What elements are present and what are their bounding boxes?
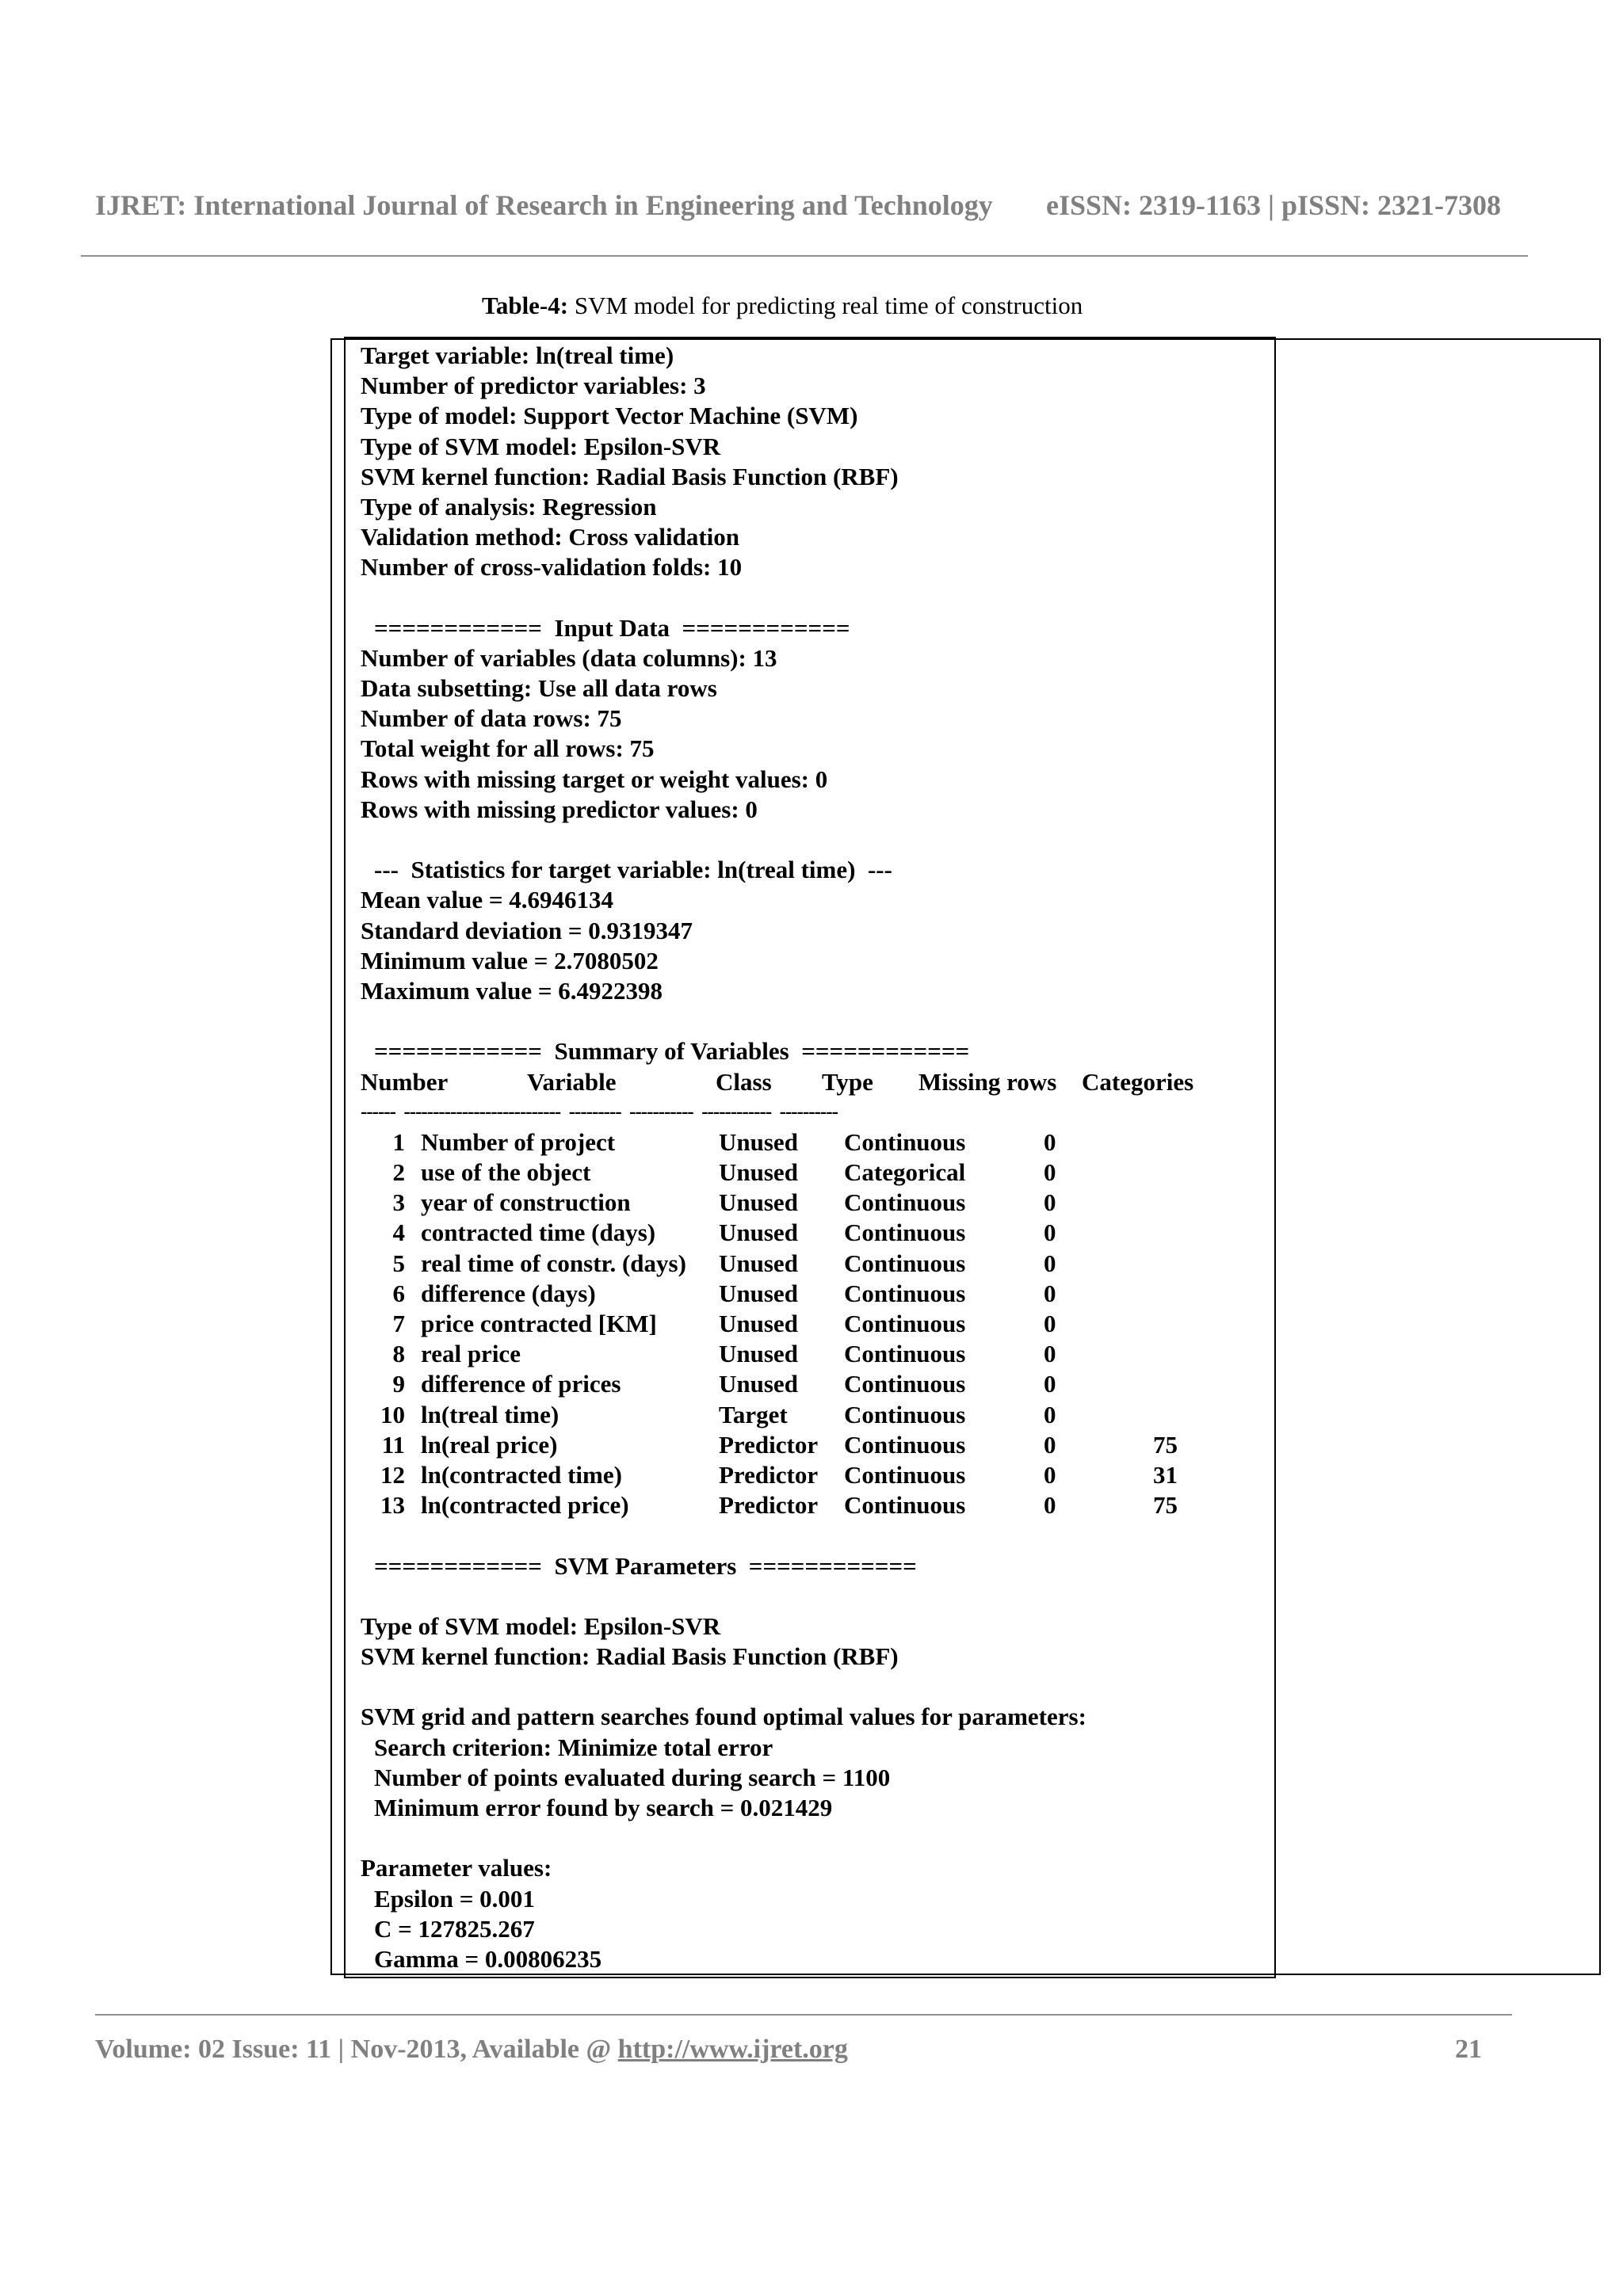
model-validation: Validation method: Cross validation [361, 523, 740, 551]
cell-missing: 0 [1044, 1127, 1056, 1156]
cell-missing: 0 [1044, 1460, 1056, 1489]
cell-missing: 0 [1044, 1370, 1056, 1398]
table-row [361, 1249, 1086, 1279]
cell-type: Continuous [844, 1249, 966, 1277]
cell-class: Unused [719, 1340, 798, 1368]
cell-class: Target [719, 1400, 788, 1428]
cell-variable: price contracted [KM] [421, 1310, 657, 1337]
cell-class: Unused [719, 1127, 798, 1156]
cell-categories: 75 [1153, 1430, 1178, 1459]
param-gamma: Gamma = 0.00806235 [374, 1944, 602, 1973]
cell-missing: 0 [1044, 1430, 1056, 1459]
cell-missing: 0 [1044, 1400, 1056, 1428]
cell-missing: 0 [1044, 1340, 1056, 1368]
cell-class: Predictor [719, 1430, 819, 1459]
model-target: Target variable: ln(treal time) [361, 341, 674, 369]
table-row [361, 1127, 1086, 1158]
page-footer [95, 2035, 1482, 2065]
cell-class: Unused [719, 1279, 798, 1307]
svm-params-type: Type of SVM model: Epsilon-SVR [361, 1611, 721, 1640]
stat-mean: Mean value = 4.6946134 [361, 886, 614, 914]
svm-min-error: Minimum error found by search = 0.021429 [374, 1794, 833, 1821]
table-row [361, 1430, 1178, 1460]
cell-variable: year of construction [421, 1188, 631, 1217]
model-type: Type of model: Support Vector Machine (SVM) [361, 402, 858, 430]
cell-class: Unused [719, 1249, 798, 1277]
model-analysis: Type of analysis: Regression [361, 492, 657, 521]
input-missing-target: Rows with missing target or weight values: 0 [361, 765, 828, 793]
cell-n: 11 [381, 1430, 405, 1459]
cell-type: Continuous [844, 1219, 966, 1247]
table-row [361, 1279, 1086, 1309]
cell-type: Continuous [844, 1460, 966, 1489]
svm-params-kernel: SVM kernel function: Radial Basis Function (RBF) [361, 1642, 899, 1671]
input-subsetting: Data subsetting: Use all data rows [361, 674, 717, 703]
cell-type: Continuous [844, 1491, 966, 1520]
cell-variable: contracted time (days) [421, 1219, 656, 1247]
footer-rule [95, 2014, 1512, 2016]
cell-n: 4 [392, 1219, 405, 1247]
cell-type: Continuous [844, 1188, 966, 1217]
parameter-values-heading: Parameter values: [361, 1854, 552, 1882]
cell-type: Continuous [844, 1279, 966, 1307]
summary-column-headers [361, 1067, 1194, 1097]
cell-class: Unused [719, 1188, 798, 1217]
cell-variable: ln(real price) [421, 1430, 558, 1459]
param-c: C = 127825.267 [374, 1914, 535, 1943]
cell-n: 5 [392, 1249, 405, 1277]
col-missing-rows: Missing rows [918, 1067, 1057, 1096]
table-row [361, 1339, 1086, 1369]
cell-type: Categorical [844, 1158, 966, 1187]
model-predictors: Number of predictor variables: 3 [361, 372, 706, 400]
model-svm-type: Type of SVM model: Epsilon-SVR [361, 432, 721, 460]
input-rows: Number of data rows: 75 [361, 704, 622, 733]
cell-variable: real price [421, 1340, 521, 1368]
journal-title: IJRET: International Journal of Research in Engineering and Technology [95, 189, 993, 221]
cell-categories: 75 [1153, 1491, 1178, 1520]
cell-missing: 0 [1044, 1249, 1056, 1277]
cell-type: Continuous [844, 1340, 966, 1368]
cell-n: 12 [380, 1460, 405, 1489]
caption-text: SVM model for predicting real time of construction [568, 292, 1083, 319]
summary-table-body [361, 1127, 1178, 1520]
col-number: Number [361, 1067, 449, 1096]
table-row [361, 1460, 1178, 1490]
cell-type: Continuous [844, 1127, 966, 1156]
cell-variable: Number of project [421, 1127, 616, 1156]
cell-type: Continuous [844, 1370, 966, 1398]
cell-type: Continuous [844, 1400, 966, 1428]
model-kernel: SVM kernel function: Radial Basis Function (RBF) [361, 462, 899, 490]
header-rule [81, 255, 1528, 257]
col-variable: Variable [527, 1067, 617, 1096]
summary-heading: ============ Summary of Variables ============ [374, 1037, 970, 1066]
cell-missing: 0 [1044, 1279, 1056, 1307]
cell-n: 3 [392, 1188, 405, 1217]
cell-variable: difference of prices [421, 1370, 621, 1398]
cell-n: 13 [380, 1491, 405, 1520]
cell-n: 2 [392, 1158, 405, 1187]
table-row [361, 1218, 1086, 1248]
summary-dashes: ------ --------------------------- --------- ----------- ------------ ---------- [361, 1100, 838, 1123]
cell-missing: 0 [1044, 1491, 1056, 1520]
col-type: Type [822, 1067, 873, 1096]
cell-variable: ln(treal time) [421, 1400, 559, 1428]
svm-search-criterion: Search criterion: Minimize total error [374, 1733, 773, 1761]
cell-class: Predictor [719, 1460, 819, 1489]
input-missing-predictor: Rows with missing predictor values: 0 [361, 795, 758, 823]
cell-variable: real time of constr. (days) [421, 1249, 686, 1277]
cell-n: 8 [392, 1340, 405, 1368]
col-categories: Categories [1082, 1067, 1194, 1096]
cell-missing: 0 [1044, 1219, 1056, 1247]
input-variables: Number of variables (data columns): 13 [361, 643, 777, 672]
cell-n: 9 [392, 1370, 405, 1398]
cell-variable: difference (days) [421, 1279, 596, 1307]
table-caption [482, 292, 1083, 320]
cell-n: 7 [392, 1310, 405, 1337]
issn-line: eISSN: 2319-1163 | pISSN: 2321-7308 [1046, 189, 1501, 221]
cell-variable: ln(contracted time) [421, 1460, 622, 1489]
svm-report [361, 341, 1194, 1974]
input-weight: Total weight for all rows: 75 [361, 734, 655, 763]
stat-min: Minimum value = 2.7080502 [361, 946, 659, 974]
stat-std: Standard deviation = 0.9319347 [361, 916, 693, 944]
cell-missing: 0 [1044, 1158, 1056, 1187]
footer-volume: Volume: 02 Issue: 11 | Nov-2013, Available @ [95, 2035, 618, 2064]
caption-label: Table-4: [482, 292, 569, 319]
cell-class: Unused [719, 1219, 798, 1247]
page-number: 21 [1455, 2035, 1482, 2064]
cell-class: Unused [719, 1310, 798, 1337]
statistics-heading: --- Statistics for target variable: ln(treal time) --- [374, 856, 892, 884]
svm-params-heading: ============ SVM Parameters ============ [374, 1551, 917, 1580]
cell-n: 6 [392, 1279, 405, 1307]
svm-search-points: Number of points evaluated during search = 1100 [374, 1763, 891, 1791]
table-row [361, 1490, 1178, 1520]
cell-class: Unused [719, 1158, 798, 1187]
cell-type: Continuous [844, 1430, 966, 1459]
running-header [95, 189, 1522, 222]
table-row [361, 1309, 1086, 1339]
cell-categories: 31 [1153, 1460, 1178, 1489]
table-row [361, 1400, 1086, 1430]
cell-variable: ln(contracted price) [421, 1491, 629, 1520]
svm-grid-search: SVM grid and pattern searches found optimal values for parameters: [361, 1703, 1086, 1731]
cell-type: Continuous [844, 1310, 966, 1337]
cell-missing: 0 [1044, 1310, 1056, 1337]
table-row [361, 1158, 1086, 1188]
model-folds: Number of cross-validation folds: 10 [361, 553, 743, 582]
cell-class: Predictor [719, 1491, 819, 1520]
stat-max: Maximum value = 6.4922398 [361, 976, 663, 1005]
param-epsilon: Epsilon = 0.001 [374, 1884, 535, 1913]
cell-n: 10 [380, 1400, 405, 1428]
cell-n: 1 [392, 1127, 405, 1156]
table-row [361, 1188, 1086, 1218]
cell-missing: 0 [1044, 1188, 1056, 1217]
input-data-heading: ============ Input Data ============ [374, 613, 850, 642]
cell-class: Unused [719, 1370, 798, 1398]
table-row [361, 1369, 1086, 1399]
footer-url-link[interactable]: http://www.ijret.org [617, 2035, 848, 2064]
cell-variable: use of the object [421, 1158, 591, 1187]
col-class: Class [716, 1067, 772, 1096]
